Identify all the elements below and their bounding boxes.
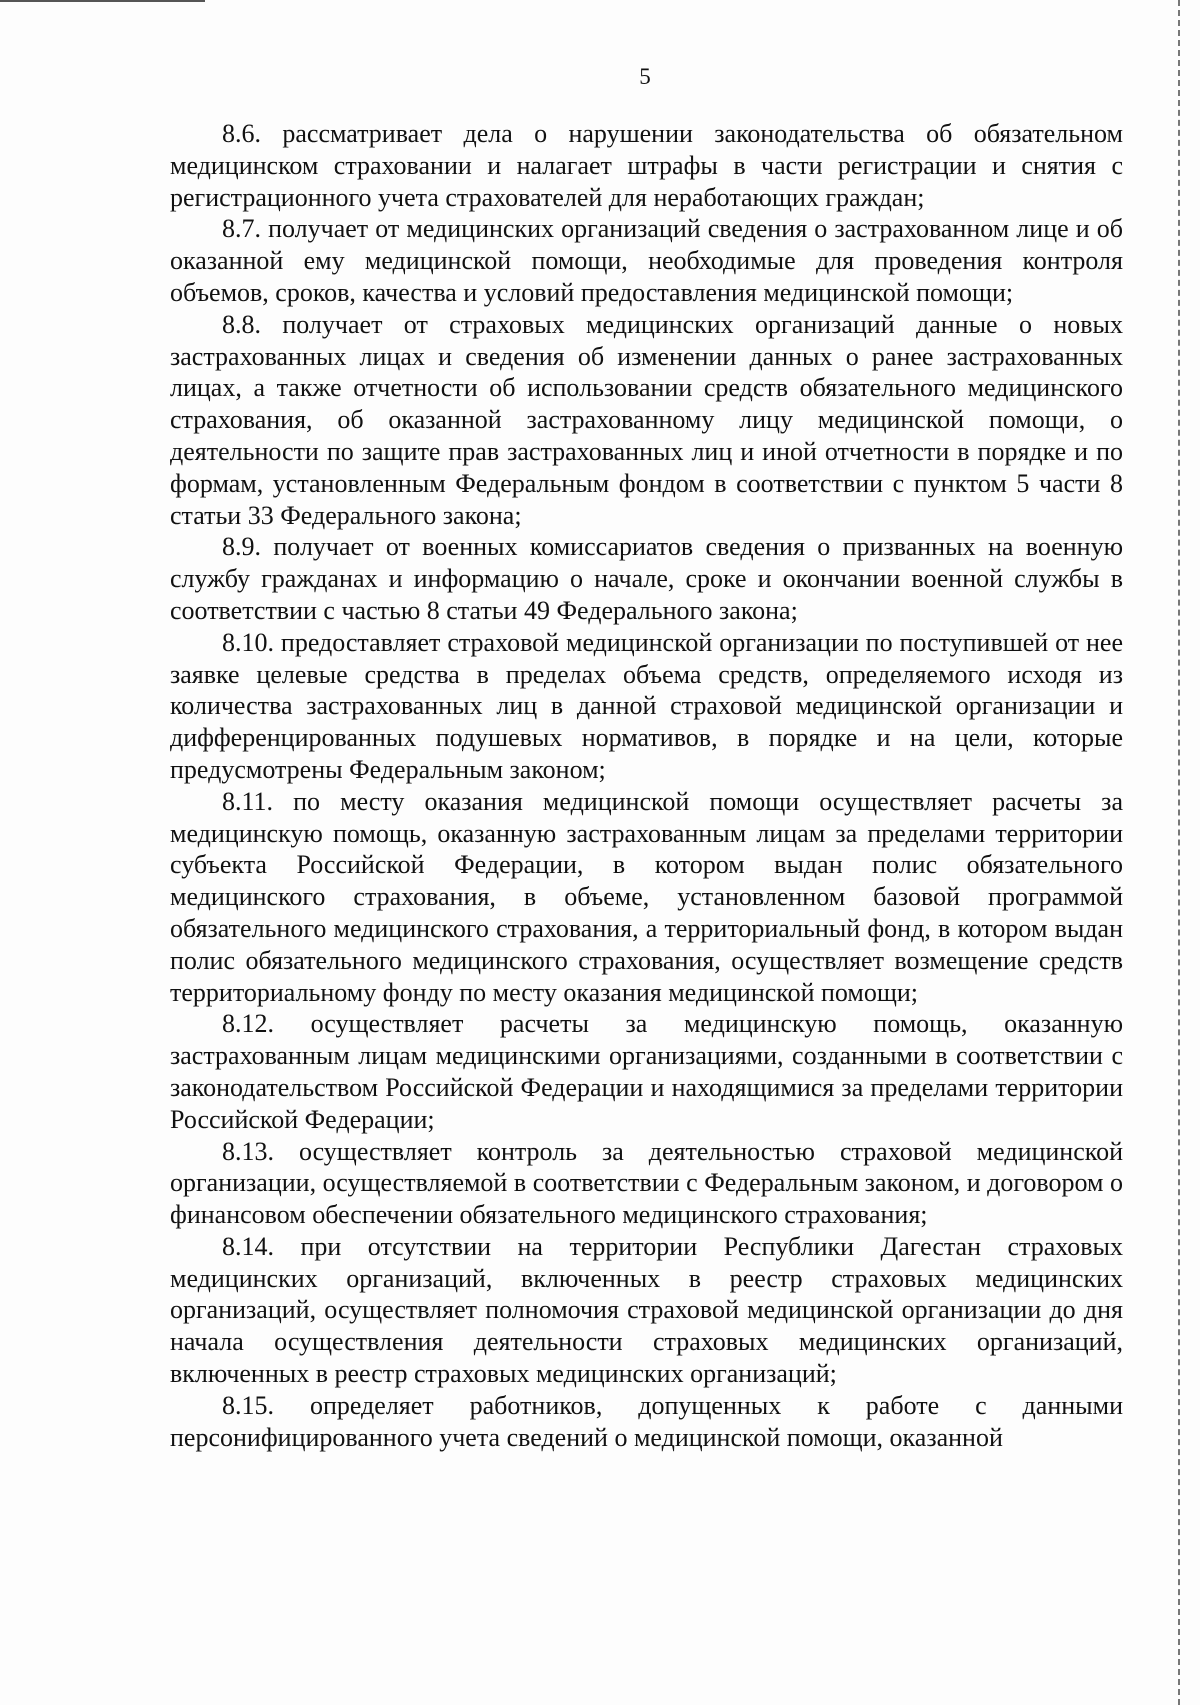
paragraph-8-8: 8.8. получает от страховых медицинских организаций данные о новых застрахованных лицах и сведения об изменении данных о ранее застрахованных лицах, а также отчетности об использовании средств обязательного медицинского страхования, об оказанной застрахованному лицу медицинской помощи, о деятельности по защите прав застрахованных лиц и иной отчетности в порядке и по формам, установленным Федеральным фондом в соответствии с пунктом 5 части 8 статьи 33 Федерального закона; [170, 309, 1123, 530]
paragraph-8-10: 8.10. предоставляет страховой медицинской организации по поступившей от нее заявке целевые средства в пределах объема средств, определяемого исходя из количества застрахованных лиц в данной страховой медицинской организации и дифференцированных подушевых нормативов, в порядке и на цели, которые предусмотрены Федеральным законом; [170, 627, 1123, 784]
paragraph-8-13: 8.13. осуществляет контроль за деятельностью страховой медицинской организации, осуществляемой в соответствии с Федеральным законом, и договором о финансовом обеспечении обязательного медицинского страхования; [170, 1136, 1123, 1230]
paragraph-8-14: 8.14. при отсутствии на территории Республики Дагестан страховых медицинских организаций, включенных в реестр страховых медицинских организаций, осуществляет полномочия страховой медицинской организации до дня начала осуществления деятельности страховых медицинских организаций, включенных в реестр страховых медицинских организаций; [170, 1231, 1123, 1389]
paragraph-8-11: 8.11. по месту оказания медицинской помощи осуществляет расчеты за медицинскую помощь, оказанную застрахованным лицам за пределами территории субъекта Российской Федерации, в котором выдан полис обязательного медицинского страхования, в объеме, установленном базовой программой обязательного медицинского страхования, а территориальный фонд, в котором выдан полис обязательного медицинского страхования, осуществляет возмещение средств территориальному фонду по месту оказания медицинской помощи; [170, 786, 1123, 1007]
document-body [170, 118, 1123, 1453]
paragraph-8-15: 8.15. определяет работников, допущенных к работе с данными персонифицированного учета сведений о медицинской помощи, оказанной [170, 1390, 1123, 1452]
paragraph-8-9: 8.9. получает от военных комиссариатов сведения о призванных на военную службу гражданах и информацию о начале, сроке и окончании военной службы в соответствии с частью 8 статьи 49 Федерального закона; [170, 532, 1123, 625]
scan-edge-line-top [0, 0, 205, 2]
paragraph-8-6: 8.6. рассматривает дела о нарушении законодательства об обязательном медицинском страховании и налагает штрафы в части регистрации и снятия с регистрационного учета страхователей для неработающих граждан; [170, 119, 1123, 212]
scan-edge-line-right [1178, 0, 1180, 1705]
paragraph-8-7: 8.7. получает от медицинских организаций сведения о застрахованном лице и об оказанной ему медицинской помощи, необходимые для проведения контроля объемов, сроков, качества и условий предоставления медицинской помощи; [170, 214, 1123, 307]
paragraph-8-12: 8.12. осуществляет расчеты за медицинскую помощь, оказанную застрахованным лицам медицинскими организациями, созданными в соответствии с законодательством Российской Федерации и находящимися за пределами территории Российской Федерации; [170, 1009, 1123, 1134]
page-number: 5 [639, 64, 651, 89]
